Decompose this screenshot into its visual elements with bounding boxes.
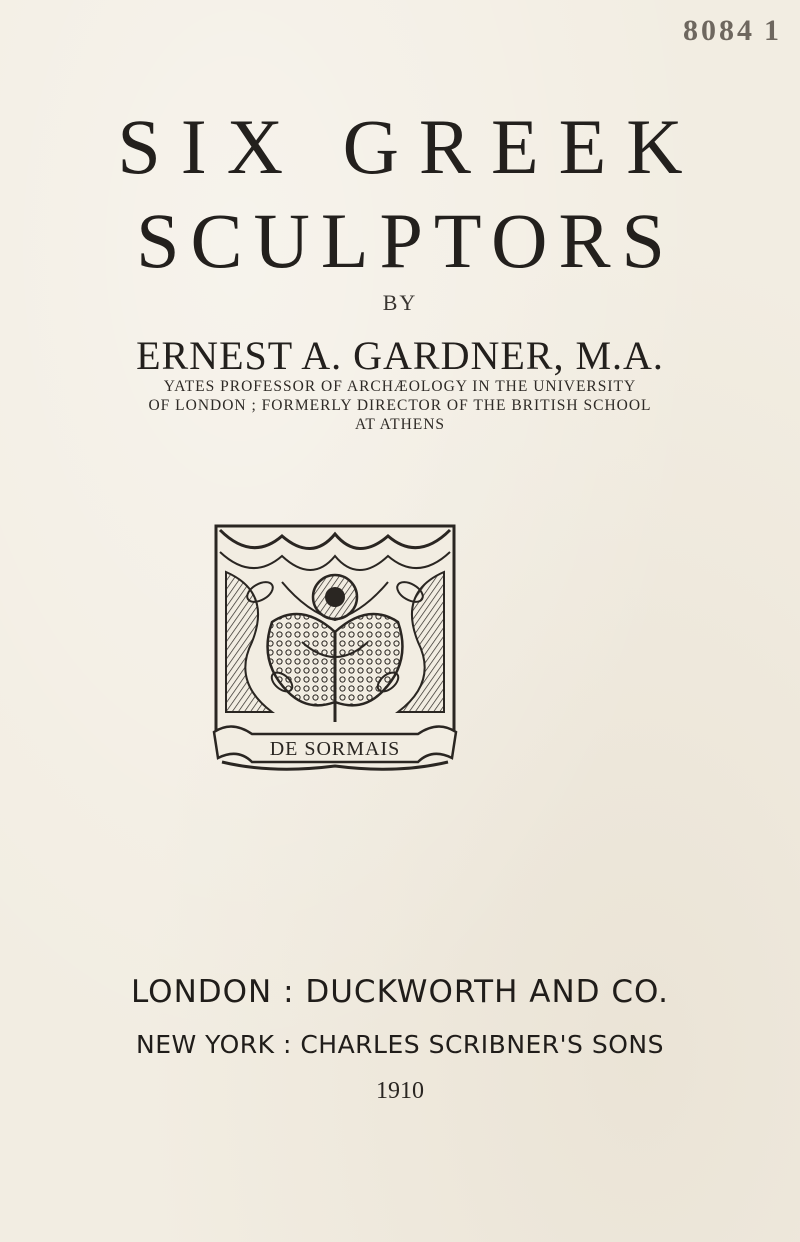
- device-motto: DE SORMAIS: [269, 738, 401, 760]
- author-affiliation-line-1: YATES PROFESSOR OF ARCHÆOLOGY IN THE UNIVERSITY: [163, 378, 637, 395]
- publication-year: 1910: [376, 1078, 424, 1104]
- publisher-device-emblem: [212, 522, 458, 772]
- book-title-line-2: SCULPTORS: [136, 197, 676, 284]
- by-line: BY: [382, 290, 418, 315]
- book-title-line-1: SIX GREEK: [117, 103, 703, 190]
- author-affiliation-line-2: OF LONDON ; FORMERLY DIRECTOR OF THE BRITISH SCHOOL: [148, 397, 652, 414]
- author-name: ERNEST A. GARDNER, M.A.: [136, 333, 664, 378]
- publisher-imprint-new-york: NEW YORK : CHARLES SCRIBNER'S SONS: [136, 1030, 664, 1059]
- publisher-imprint-london: LONDON : DUCKWORTH AND CO.: [131, 974, 669, 1010]
- author-affiliation-line-3: AT ATHENS: [354, 416, 446, 433]
- shelfmark: 8084 1: [682, 14, 782, 47]
